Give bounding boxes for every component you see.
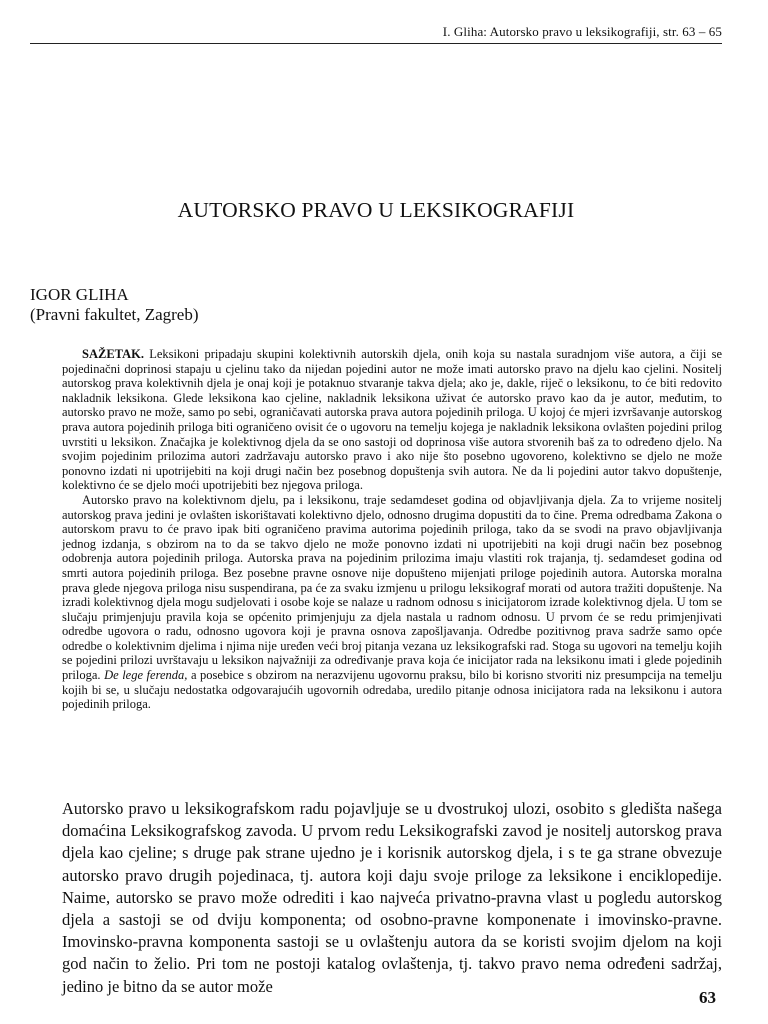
body-paragraph <box>62 798 722 998</box>
author-affiliation: (Pravni fakultet, Zagreb) <box>30 305 199 324</box>
abstract-text-2b: a posebice s obzirom na nerazvijenu ugovornu praksu, bilo bi korisno stvoriti niz presumpcija na temelju kojih bi se, u slučaju nedostatka odgovarajućih ugovornih odredaba, uredilo pitanje odnosa inicijatora rada na leksikonu i autora pojedinih priloga. <box>62 668 722 712</box>
abstract-text-2a: Autorsko pravo na kolektivnom djelu, pa i leksikonu, traje sedamdeset godina od objavljivanja djela. Za to vrijeme nositelj autorskog prava jedini je ovlašten iskorištavati kolektivno djelo, odnosno drugima dopustiti da to čine. Prema odredbama Zakona o autorskom pravu to će pravo ipak biti ograničeno pravima autorima pojedinih priloga, tako da se svodi na pravo objavljivanja jednog izdanja, s obzirom na to da se takvo djelo ne može ponovno izdati ni upotrijebiti na koji drugi način bez posebnog odobrenja autora pojedinih priloga. Autorska prava na pojedinim prilozima imaju vlastiti rok trajanja, tj. sedamdeset godina od smrti autora pojedinih priloga. Bez posebne pravne osnove nije dopušteno mijenjati priloge pojedinih autora. Autorska moralna prava glede njegova priloga nisu suspendirana, pa će za svaku izmjenu u prilogu leksikograf morati od autora tražiti dopuštenje. Na izradi kolektivnog djela mogu sudjelovati i osobe koje se nalaze u radnom odnosu s inicijatorom izrade kolektivnog djela. U tom se slučaju primjenjuju pravila koja se općenito primjenjuju za djela nastala u radnom odnosu. U prvom će se redu primjenjivati odredbe ugovora o radu, odnosno ugovora koji je pravna osnova zapošljavanja. Odredbe pozitivnog prava sadrže samo opće odredbe o kolektivnim djelima i njima nije uređen veći broj pitanja vezana uz leksikografski rad. Stoga su ugovori na temelju kojih se pojedini prilozi uvrštavaju u leksikon najvažniji za određivanje prava koja će inicijator rada na leksikonu imati i glede pojedinih priloga. <box>62 492 722 683</box>
abstract-paragraph-2 <box>62 493 722 712</box>
abstract-italic-phrase: De lege ferenda, <box>104 668 188 683</box>
abstract-paragraph-1 <box>62 347 722 493</box>
article-title: AUTORSKO PRAVO U LEKSIKOGRAFIJI <box>177 198 575 222</box>
header-rule <box>30 43 722 44</box>
running-head: I. Gliha: Autorsko pravo u leksikografiji, str. 63 – 65 <box>442 24 722 39</box>
body-paragraph-text: Autorsko pravo u leksikografskom radu pojavljuje se u dvostrukoj ulozi, osobito s gledišta našega domaćina Leksikografskog zavoda. U prvom redu Leksikografski zavod je nositelj autorskog prava djela kao cjeline; s druge pak strane ujedno je i korisnik autorskog djela, i s te ga strane obvezuje autorsko pravo drugih pojedinaca, tj. autora koji daju svoje priloge za leksikone i enciklopedije. Naime, autorsko se pravo može odrediti i kao najveća privatno-pravna vlast u pogledu autorskog djela a sastoji se od dviju komponenta; od osobno-pravne komponenate i imovinsko-pravne. Imovinsko-pravna komponenta sastoji se u ovlaštenju autora da se koristi svojim djelom na koji god način to želio. Pri tom ne postoji katalog ovlaštenja, tj. takvo pravo nema određeni sadržaj, jedino je bitno da se autor može <box>62 799 722 996</box>
abstract-label: SAŽETAK. <box>82 347 144 361</box>
author-name: IGOR GLIHA <box>30 285 129 304</box>
abstract <box>62 347 722 712</box>
abstract-text-1: Leksikoni pripadaju skupini kolektivnih autorskih djela, onih koja su nastala suradnjom više autora, a čiji se pojedinačni doprinosi stapaju u cjelinu tako da nijedan pojedini autor ne može imati autorsko pravo na djelu kao cjelini. Nositelj autorskog prava kolektivnih djela je onaj koji je potaknuo stvaranje takva djela; ako je, dakle, riječ o leksikonu, to će biti redovito nakladnik leksikona. Glede leksikona kao cjeline, nakladnik leksikona uživat će autorsko pravo kao da je autor, međutim, to autorsko pravo ne može, samo po sebi, ograničavati autorska prava autora pojedinih priloga. U kojoj će mjeri izvršavanje autorskog prava autora pojedinih priloga biti ograničeno ovisit će o ugovoru na temelju kojega je nakladnik leksikona ovlašten pojedini prilog uvrstiti u leksikon. Značajka je kolektivnog djela da se ono sastoji od doprinosa više autora stvorenih baš za to određeno djelo. Na svojim pojedinim prilozima autori zadržavaju autorsko pravo i ako nije što posebno ugovoreno, kolektivno se djelo ne može ponovno izdati ni upotrijebiti na koji drugi način bez posebnog dopuštenja svih autora. Ne da li pojedini autor takvo dopuštenje, kolektivno će se djelo moći upotrijebiti bez njegova priloga. <box>62 347 722 493</box>
body-text <box>62 798 722 998</box>
page-number: 63 <box>699 988 716 1007</box>
